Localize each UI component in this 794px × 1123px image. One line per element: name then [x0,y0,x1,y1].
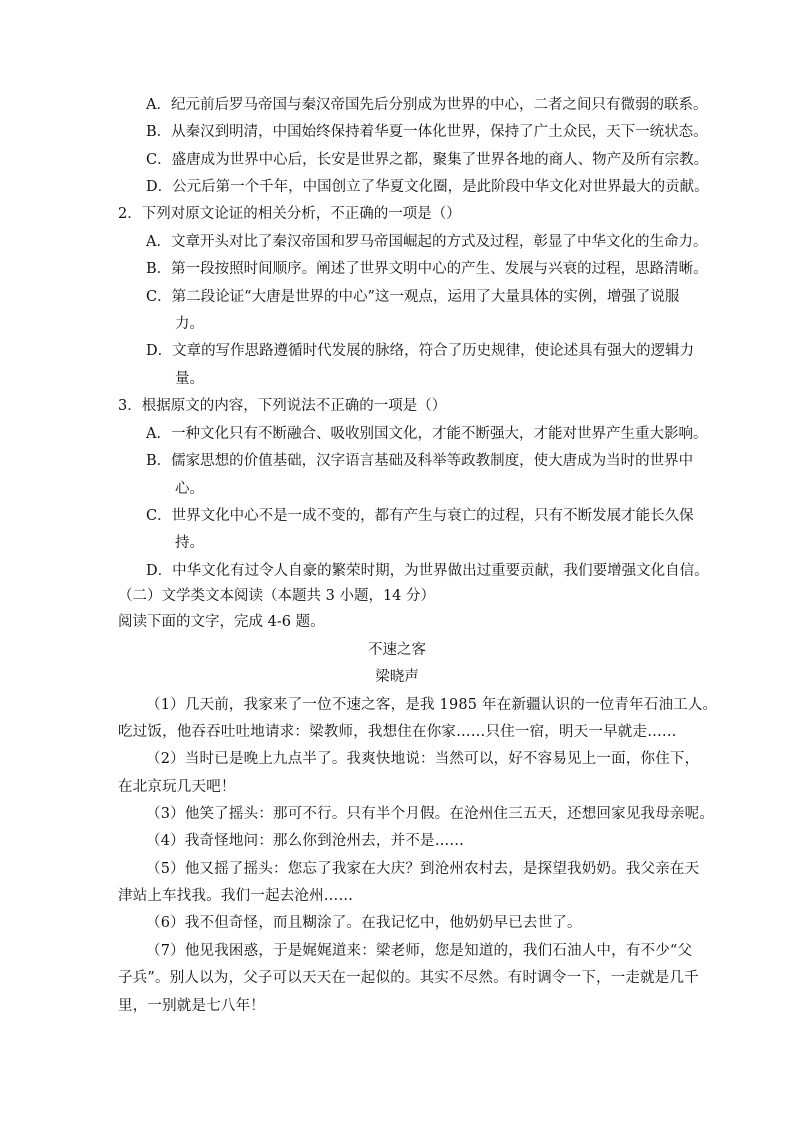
story-para-4: （4）我奇怪地问：那么你到沧州去，并不是…… [146,833,465,849]
story-para-2: （2）当时已是晚上九点半了。我爽快地说：当然可以，好不容易见上一面，你住下， [146,751,700,767]
q3-option-b-cont: 心。 [175,481,204,497]
section-instruction: 阅读下面的文字，完成 4-6 题。 [118,614,325,630]
q1-option-d: D．公元后第一个千年，中国创立了华夏文化圈，是此阶段中华文化对世界最大的贡献。 [146,179,709,195]
q2-option-a: A．文章开头对比了秦汉帝国和罗马帝国崛起的方式及过程，彰显了中华文化的生命力。 [146,234,708,250]
q2-option-c: C．第二段论证“大唐是世界的中心”这一观点，运用了大量具体的实例，增强了说服 [146,289,680,305]
story-title: 不速之客 [368,642,426,658]
story-para-7-cont: 子兵”。别人以为，父子可以天天在一起似的。其实不尽然。有时调令一下，一走就是几千 [118,970,699,986]
q3-option-c-cont: 持。 [175,535,204,551]
question-2: 2．下列对原文论证的相关分析，不正确的一项是（） [118,206,461,222]
story-para-5-cont: 津站上车找我。我们一起去沧州…… [118,888,354,904]
story-para-5: （5）他又摇了摇头：您忘了我家在大庆？到沧州农村去，是探望我奶奶。我父亲在天 [146,861,700,877]
q2-option-d: D．文章的写作思路遵循时代发展的脉络，符合了历史规律，使论述具有强大的逻辑力 [146,343,695,359]
story-para-2-cont: 在北京玩几天吧！ [118,779,236,795]
q3-option-b: B．儒家思想的价值基础，汉字语言基础及科举等政教制度，使大唐成为当时的世界中 [146,453,694,469]
question-3: 3．根据原文的内容，下列说法不正确的一项是（） [118,398,447,414]
q1-option-a: A．纪元前后罗马帝国与秦汉帝国先后分别成为世界的中心，二者之间只有微弱的联系。 [146,97,708,113]
q2-option-d-cont: 量。 [175,371,204,387]
q3-option-a: A．一种文化只有不断融合、吸收别国文化，才能不断强大，才能对世界产生重大影响。 [146,426,708,442]
q2-option-c-cont: 力。 [175,316,204,332]
story-para-7: （7）他见我困惑，于是娓娓道来：梁老师，您是知道的，我们石油人中，有不少“父 [146,943,693,959]
q1-option-b: B．从秦汉到明清，中国始终保持着华夏一体化世界，保持了广土众民，天下一统状态。 [146,124,708,140]
story-para-7-end: 里，一别就是七八年！ [118,998,265,1014]
story-para-1-cont: 吃过饭，他吞吞吐吐地请求：梁教师，我想住在你家……只住一宿，明天一早就走…… [118,724,677,740]
section-heading: （二）文学类文本阅读（本题共 3 小题，14 分） [118,588,436,604]
q1-option-c: C．盛唐成为世界中心后，长安是世界之都，聚集了世界各地的商人、物产及所有宗教。 [146,152,709,168]
q2-option-b: B．第一段按照时间顺序。阐述了世界文明中心的产生、发展与兴衰的过程，思路清晰。 [146,261,708,277]
q3-option-d: D．中华文化有过令人自豪的繁荣时期，为世界做出过重要贡献，我们要增强文化自信。 [146,563,709,579]
story-para-6: （6）我不但奇怪，而且糊涂了。在我记忆中，他奶奶早已去世了。 [146,915,582,931]
q3-option-c: C．世界文化中心不是一成不变的，都有产生与衰亡的过程，只有不断发展才能长久保 [146,508,694,524]
story-author: 梁晓声 [375,669,419,685]
story-para-1: （1）几天前，我家来了一位不速之客，是我 1985 年在新疆认识的一位青年石油工人。 [146,697,718,713]
story-para-3: （3）他笑了摇头：那可不行。只有半个月假。在沧州住三五天，还想回家见我母亲呢。 [146,806,715,822]
